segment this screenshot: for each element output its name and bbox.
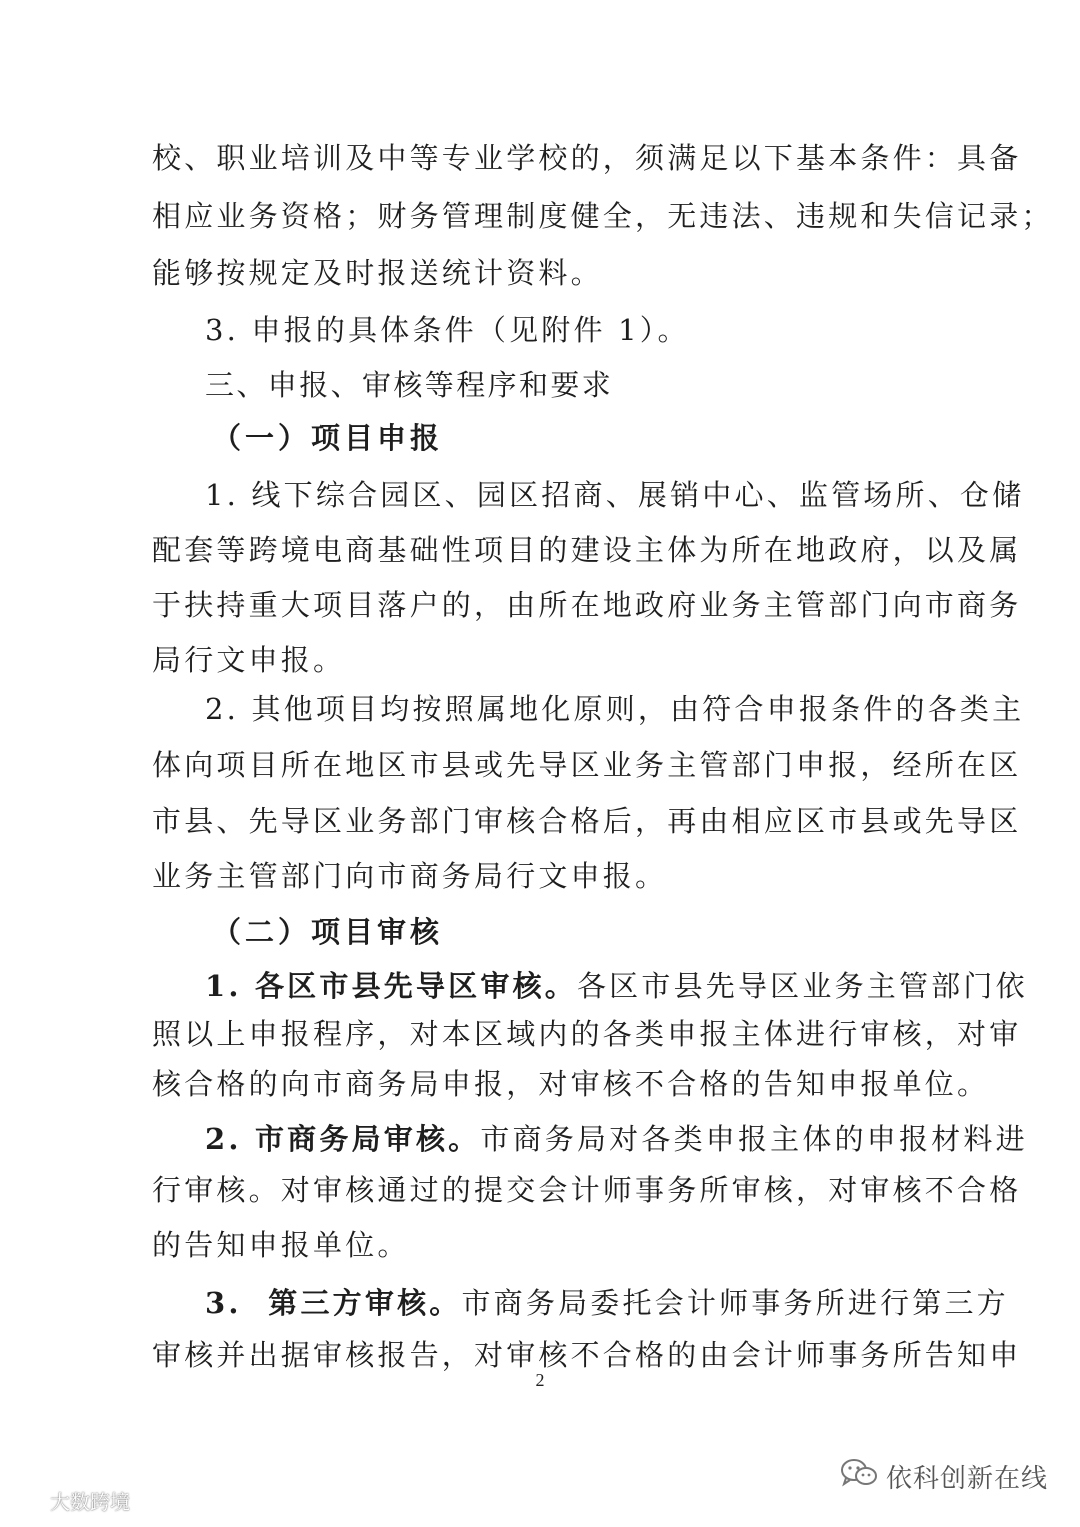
paragraph-line: 核合格的向市商务局申报，对审核不合格的告知申报单位。 <box>152 1067 990 1101</box>
watermark-right <box>840 1458 1048 1494</box>
bold-lead: 2. 市商务局审核。 <box>205 1122 481 1156</box>
line-text: 市商务局对各类申报主体的申报材料进 <box>480 1122 1028 1156</box>
paragraph-line: 1. 线下综合园区、园区招商、展销中心、监管场所、仓储 <box>205 478 1025 512</box>
paragraph-line: 行审核。对审核通过的提交会计师事务所审核，对审核不合格 <box>152 1173 1022 1207</box>
paragraph-line: 体向项目所在地区市县或先导区业务主管部门申报，经所在区 <box>152 748 1022 782</box>
watermark-right-text: 依科创新在线 <box>885 1463 1048 1494</box>
bold-lead: 3. 第三方审核。 <box>205 1286 462 1320</box>
paragraph-line: 校、职业培训及中等专业学校的，须满足以下基本条件：具备 <box>152 141 1022 175</box>
paragraph-line <box>205 1119 1028 1159</box>
paragraph-line: 相应业务资格；财务管理制度健全，无违法、违规和失信记录； <box>152 199 1054 233</box>
paragraph-line: 局行文申报。 <box>152 643 346 677</box>
paragraph-line: 能够按规定及时报送统计资料。 <box>152 256 603 290</box>
paragraph-line: 业务主管部门向市商务局行文申报。 <box>152 859 668 893</box>
paragraph-line <box>205 966 1028 1006</box>
paragraph-line: 配套等跨境电商基础性项目的建设主体为所在地政府，以及属 <box>152 533 1022 567</box>
bold-lead: 1. 各区市县先导区审核。 <box>205 969 577 1003</box>
paragraph-line: 市县、先导区业务部门审核合格后，再由相应区市县或先导区 <box>152 804 1022 838</box>
line-text: 各区市县先导区业务主管部门依 <box>576 969 1028 1003</box>
watermark-left <box>6 1484 130 1516</box>
paragraph-line: 的告知申报单位。 <box>152 1228 410 1262</box>
line-text: 市商务局委托会计师事务所进行第三方 <box>461 1286 1009 1320</box>
watermark-left-text: 大数跨境 <box>50 1489 130 1514</box>
page-number: 2 <box>535 1370 545 1390</box>
paragraph-line: 3. 申报的具体条件（见附件 1）。 <box>205 313 690 347</box>
paragraph-line <box>205 1283 1009 1323</box>
subsection-heading: （二）项目审核 <box>212 915 444 949</box>
subsection-heading: （一）项目申报 <box>212 421 444 455</box>
wechat-icon <box>840 1457 878 1496</box>
paragraph-line: 于扶持重大项目落户的，由所在地政府业务主管部门向市商务 <box>152 588 1022 622</box>
paragraph-line: 2. 其他项目均按照属地化原则，由符合申报条件的各类主 <box>205 692 1025 726</box>
weibo-icon <box>6 1485 46 1516</box>
paragraph-line: 审核并出据审核报告，对审核不合格的由会计师事务所告知申 <box>152 1338 1022 1372</box>
paragraph-line: 照以上申报程序，对本区域内的各类申报主体进行审核，对审 <box>152 1017 1022 1051</box>
section-heading: 三、申报、审核等程序和要求 <box>205 368 614 402</box>
